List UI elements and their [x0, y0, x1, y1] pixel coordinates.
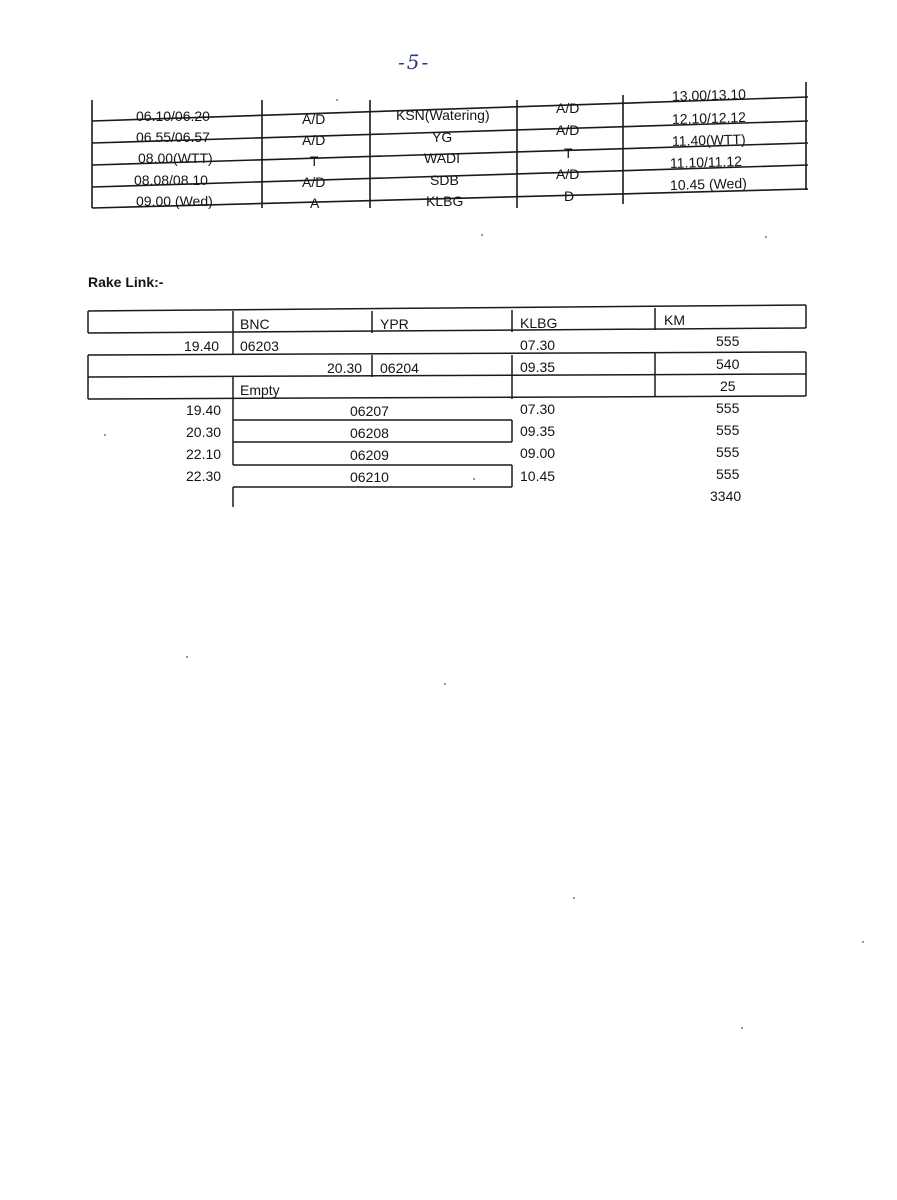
schedule-time-right: 11.40(WTT): [671, 130, 746, 150]
schedule-station: KLBG: [426, 193, 464, 209]
schedule-time-left: 08.08/08.10: [134, 172, 208, 188]
rake-km: 555: [716, 422, 740, 438]
schedule-station: YG: [432, 129, 453, 145]
rake-km: 25: [720, 378, 736, 394]
scan-speck: [104, 434, 106, 436]
rake-time: 20.30: [186, 424, 222, 440]
rake-km: 555: [716, 466, 740, 482]
rake-klbg-time: 09.35: [520, 423, 556, 439]
rake-header-bnc: BNC: [240, 316, 270, 332]
schedule-code-left: A/D: [302, 132, 326, 148]
scan-speck: [336, 99, 338, 101]
schedule-code-left: A/D: [302, 111, 326, 127]
schedule-time-right: 12.10/12.12: [671, 108, 747, 128]
rake-time: 19.40: [186, 402, 222, 418]
scan-speck: [186, 656, 188, 658]
schedule-time-left: 09.00 (Wed): [136, 193, 213, 209]
scan-speck: [573, 897, 575, 899]
schedule-code-left: A: [310, 195, 320, 211]
rake-train: 06209: [350, 447, 389, 463]
schedule-code-right: A/D: [556, 122, 580, 138]
schedule-code-left: A/D: [302, 174, 326, 190]
schedule-time-right: 11.10/11.12: [669, 152, 743, 172]
scan-speck: [765, 236, 767, 238]
rake-ypr-time: 20.30: [327, 360, 363, 376]
rake-train: 06208: [350, 425, 389, 441]
rake-km: 555: [716, 400, 740, 416]
schedule-station: WADI: [424, 150, 461, 166]
schedule-time-left: 06.55/06.57: [136, 129, 210, 145]
rake-link-grid: [0, 0, 897, 520]
rake-train: 06207: [350, 403, 389, 419]
rake-km: 555: [716, 333, 740, 349]
scan-speck: [481, 234, 483, 236]
rake-km: 555: [716, 444, 740, 460]
rake-klbg-time: 09.35: [520, 359, 556, 375]
schedule-code-left: T: [310, 153, 319, 169]
schedule-code-right: D: [564, 188, 575, 204]
scan-speck: [862, 941, 864, 943]
rake-time: 22.30: [186, 468, 222, 484]
rake-time: 22.10: [186, 446, 222, 462]
rake-train: Empty: [240, 382, 280, 398]
schedule-code-right: A/D: [556, 166, 580, 182]
rake-klbg-time: 07.30: [520, 401, 556, 417]
rake-total-km: 3340: [710, 488, 742, 504]
schedule-code-right: A/D: [556, 100, 580, 116]
rake-ypr-train: 06204: [380, 360, 419, 376]
schedule-time-left: 06.10/06.20: [136, 108, 210, 124]
rake-train: 06210: [350, 469, 389, 485]
rake-link-title: Rake Link:-: [88, 274, 164, 290]
schedule-time-right: 10.45 (Wed): [669, 174, 747, 194]
rake-km: 540: [716, 356, 740, 372]
rake-train: 06203: [240, 338, 279, 354]
rake-header-klbg: KLBG: [520, 315, 558, 331]
rake-klbg-time: 10.45: [520, 468, 556, 484]
scan-speck: [741, 1027, 743, 1029]
schedule-time-right: 13.00/13.10: [671, 85, 747, 105]
schedule-code-right: T: [564, 145, 573, 161]
schedule-station: SDB: [430, 172, 459, 188]
rake-header-ypr: YPR: [380, 316, 409, 332]
rake-klbg-time: 09.00: [520, 445, 556, 461]
rake-klbg-time: 07.30: [520, 337, 556, 353]
rake-time: 19.40: [184, 338, 220, 354]
rake-header-km: KM: [664, 312, 685, 328]
scan-speck: [444, 683, 446, 685]
scan-speck: [473, 478, 475, 480]
page-number: -5-: [398, 50, 431, 74]
schedule-station: KSN(Watering): [396, 107, 490, 123]
schedule-time-left: 08.00(WTT): [138, 150, 213, 166]
